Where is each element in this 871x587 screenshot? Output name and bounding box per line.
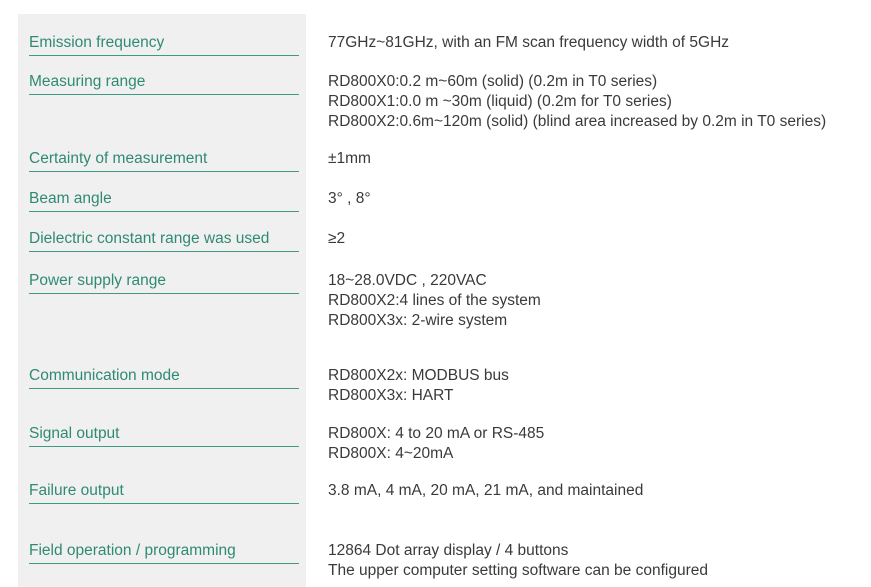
spec-value-beam-angle bbox=[328, 189, 371, 209]
spec-value-line: RD800X3x: HART bbox=[328, 387, 454, 404]
spec-label-dielectric-constant: Dielectric constant range was used bbox=[29, 229, 299, 252]
spec-value-line: RD800X1:0.0 m ~30m (liquid) (0.2m for T0 series) bbox=[328, 93, 672, 110]
spec-label-failure-output: Failure output bbox=[29, 481, 299, 504]
spec-value-line: RD800X: 4 to 20 mA or RS-485 bbox=[328, 425, 545, 442]
spec-value-line: 18~28.0VDC , 220VAC bbox=[328, 272, 487, 289]
spec-value-communication-mode bbox=[328, 366, 509, 406]
spec-value-field-operation bbox=[328, 541, 708, 581]
spec-value-line: ±1mm bbox=[328, 150, 371, 167]
spec-label-field-operation: Field operation / programming bbox=[29, 541, 299, 564]
spec-label-communication-mode: Communication mode bbox=[29, 366, 299, 389]
spec-value-line: RD800X2:0.6m~120m (solid) (blind area increased by 0.2m in T0 series) bbox=[328, 113, 827, 130]
spec-value-line: 3.8 mA, 4 mA, 20 mA, 21 mA, and maintained bbox=[328, 482, 644, 499]
spec-label-power-supply-range: Power supply range bbox=[29, 271, 299, 294]
spec-value-line: 12864 Dot array display / 4 buttons bbox=[328, 542, 569, 559]
spec-value-line: 3° , 8° bbox=[328, 190, 371, 207]
spec-label-beam-angle: Beam angle bbox=[29, 189, 299, 212]
spec-value-line: RD800X2x: MODBUS bus bbox=[328, 367, 509, 384]
spec-value-line: RD800X: 4~20mA bbox=[328, 445, 454, 462]
spec-value-line: RD800X0:0.2 m~60m (solid) (0.2m in T0 series) bbox=[328, 73, 658, 90]
spec-label-signal-output: Signal output bbox=[29, 424, 299, 447]
spec-value-measuring-range bbox=[328, 72, 826, 132]
spec-label-certainty-of-measurement: Certainty of measurement bbox=[29, 149, 299, 172]
spec-value-dielectric-constant bbox=[328, 229, 345, 249]
spec-value-line: RD800X2:4 lines of the system bbox=[328, 292, 541, 309]
spec-value-line: 77GHz~81GHz, with an FM scan frequency width of 5GHz bbox=[328, 34, 730, 51]
spec-value-power-supply-range bbox=[328, 271, 541, 331]
spec-value-emission-frequency bbox=[328, 33, 729, 53]
spec-label-emission-frequency: Emission frequency bbox=[29, 33, 299, 56]
spec-label-measuring-range: Measuring range bbox=[29, 72, 299, 95]
spec-value-line: The upper computer setting software can be configured bbox=[328, 562, 708, 579]
spec-value-line: RD800X3x: 2-wire system bbox=[328, 312, 508, 329]
spec-value-line: ≥2 bbox=[328, 230, 346, 247]
spec-value-failure-output bbox=[328, 481, 643, 501]
spec-value-certainty-of-measurement bbox=[328, 149, 371, 169]
spec-value-signal-output bbox=[328, 424, 544, 464]
